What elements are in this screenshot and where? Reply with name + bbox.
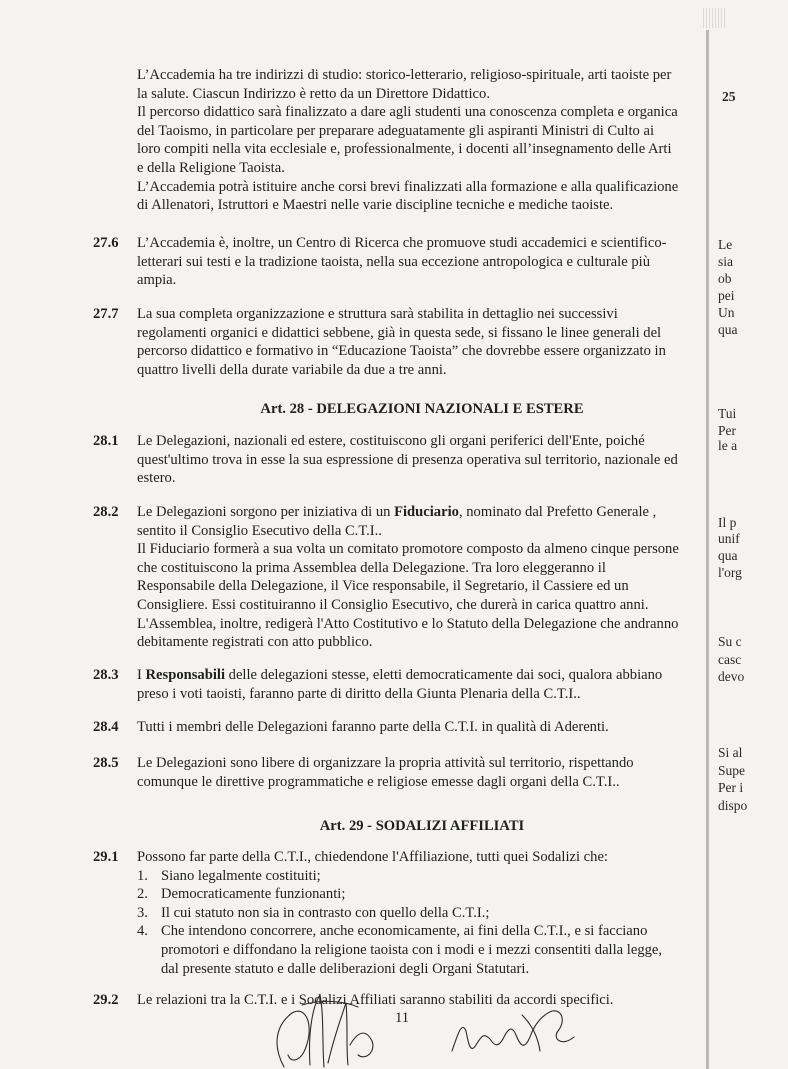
list-item-number: 4.	[137, 923, 148, 940]
adjacent-page-text: Per	[718, 423, 736, 438]
section-27-7-line: quattro livelli della durate variabile da due a tre anni.	[137, 361, 447, 378]
section-number-28-2: 28.2	[93, 504, 119, 520]
section-28-2-line: Consigliere. Essi costituiranno il Consiglio Esecutivo, che durerà in carica quattro anni.	[137, 596, 649, 613]
adjacent-page-text: casc	[718, 652, 742, 667]
list-item-text: Che intendono concorrere, anche economicamente, ai fini della C.T.I., e si facciano	[161, 923, 648, 940]
handwritten-signature	[262, 985, 592, 1069]
section-number-28-1: 28.1	[93, 433, 119, 449]
section-number-28-3: 28.3	[93, 667, 119, 683]
article-29-heading: Art. 29 - SODALIZI AFFILIATI	[319, 818, 525, 834]
adjacent-page-text: qua	[718, 322, 738, 337]
adjacent-page-text: Tui	[718, 406, 737, 421]
section-28-4-text	[137, 718, 707, 737]
adjacent-page-text: devo	[718, 669, 745, 684]
section-27-7-line: La sua completa organizzazione e struttura sarà stabilita in dettaglio nei successivi	[137, 306, 618, 322]
section-28-5-line: comunque le direttive programmatiche e religiose emesse dagli organi della C.T.I..	[137, 773, 620, 790]
section-number-28-5: 28.5	[93, 755, 119, 771]
section-27-7-text	[137, 305, 707, 379]
adjacent-page-text: 25	[722, 89, 736, 104]
list-item	[137, 922, 707, 941]
section-27-7-line: percorso didattico e formativo in “Educazione Taoista” che dovrebbe essere organizzato in	[137, 343, 666, 360]
list-item	[137, 867, 707, 886]
section-28-2-text	[137, 503, 707, 652]
intro-line: Il percorso didattico sarà finalizzato a dare agli studenti una conoscenza completa e organica	[137, 104, 678, 121]
adjacent-page-text: Le	[718, 237, 733, 252]
adjacent-page-text: sia	[718, 254, 733, 269]
list-item-text: dal presente statuto e dalle deliberazioni degli Organi Statutari.	[161, 960, 530, 977]
section-28-2-line: sentito il Consiglio Esecutivo della C.T.I..	[137, 522, 382, 539]
section-28-2-first-line: Le Delegazioni sorgono per iniziativa di un Fiduciario, nominato dal Prefetto Generale ,	[137, 504, 657, 520]
adjacent-page-text: Su c	[718, 634, 742, 649]
adjacent-page-text: unif	[718, 531, 740, 546]
list-item	[137, 960, 707, 979]
list-item-text: Il cui statuto non sia in contrasto con quello della C.T.I.;	[161, 904, 490, 921]
list-item	[137, 885, 707, 904]
section-28-3-first-line: I Responsabili delle delegazioni stesse, eletti democraticamente dai soci, qualora abbiano	[137, 667, 663, 683]
section-number-28-4: 28.4	[93, 719, 119, 735]
intro-line: loro compiti nella vita ecclesiale e, professionalmente, i docenti all’insegnamento delle Arti	[137, 141, 672, 158]
section-number-29-2: 29.2	[93, 992, 119, 1008]
section-number-29-1: 29.1	[93, 849, 119, 865]
adjacent-page-text: Si al	[718, 745, 743, 760]
section-28-1-line: quest'ultimo trova in esse la sua espressione di presenza operativa sul territorio, nazionale ed	[137, 451, 678, 468]
adjacent-page-text: qua	[718, 548, 738, 563]
adjacent-page-text: ob	[718, 271, 732, 286]
list-item-number: 2.	[137, 886, 148, 903]
section-28-1-text	[137, 432, 707, 488]
list-item-number: 1.	[137, 867, 148, 884]
intro-line: del Taoismo, in particolare per preparare adeguatamente gli aspiranti Ministri di Culto ai	[137, 122, 655, 139]
section-28-4-line: Tutti i membri delle Delegazioni faranno parte della C.T.I. in qualità di Aderenti.	[137, 719, 609, 735]
section-29-1-intro: Possono far parte della C.T.I., chiedendone l'Affiliazione, tutti quei Sodalizi che:	[137, 849, 608, 865]
section-27-6-line: ampia.	[137, 272, 177, 289]
section-28-3-text	[137, 666, 707, 703]
list-item-number	[137, 960, 161, 979]
adjacent-page-fragment	[706, 0, 788, 1069]
intro-line: L’Accademia ha tre indirizzi di studio: storico-letterario, religioso-spirituale, arti taoiste per	[137, 67, 672, 83]
section-28-2-line: Responsabile della Delegazione, il Vice responsabile, il Segretario, il Cassiere ed un	[137, 578, 629, 595]
intro-line: la salute. Ciascun Indirizzo è retto da un Direttore Didattico.	[137, 85, 490, 102]
section-28-1-line: estero.	[137, 470, 176, 487]
section-29-1-text	[137, 848, 707, 978]
intro-line: L’Accademia potrà istituire anche corsi brevi finalizzati alla formazione e alla qualificazione	[137, 178, 679, 195]
section-number-27-6: 27.6	[93, 235, 119, 251]
intro-line: e della Religione Taoista.	[137, 159, 285, 176]
list-item	[137, 904, 707, 923]
list-item-text: Democraticamente funzionanti;	[161, 886, 346, 903]
section-28-5-line: Le Delegazioni sono libere di organizzare la propria attività sul territorio, rispettando	[137, 755, 634, 771]
adjacent-page-text: Un	[718, 305, 735, 320]
section-28-2-line: debitamente registrati con atto pubblico.	[137, 634, 373, 651]
list-item-number: 3.	[137, 904, 148, 921]
adjacent-page-text: Supe	[718, 763, 745, 778]
section-28-3-line: preso i voti taoisti, faranno parte di diritto della Giunta Plenaria della C.T.I..	[137, 685, 581, 702]
section-28-5-text	[137, 754, 707, 791]
section-28-2-line: L'Assemblea, inoltre, redigerà l'Atto Costitutivo e lo Statuto della Delegazione che andranno	[137, 615, 679, 632]
page-number: 11	[395, 1010, 410, 1026]
list-item	[137, 941, 707, 960]
list-item-text: Siano legalmente costituiti;	[161, 867, 321, 884]
section-29-2-line: Le relazioni tra la C.T.I. e i Sodalizi Affiliati saranno stabiliti da accordi specifici.	[137, 992, 614, 1008]
section-28-2-line: che costituiscono la prima Assemblea della Delegazione. Tra loro eleggeranno il	[137, 559, 606, 576]
article-28-heading: Art. 28 - DELEGAZIONI NAZIONALI E ESTERE	[260, 401, 584, 417]
adjacent-page-text: pei	[718, 288, 735, 303]
list-item-text: promotori e diffondano la religione taoista con i modi e i mezzi consentiti dalla legge,	[161, 941, 663, 958]
section-27-6-line: L’Accademia è, inoltre, un Centro di Ricerca che promuove studi accademici e scientifico-	[137, 235, 667, 251]
section-number-27-7: 27.7	[93, 306, 119, 322]
section-27-6-line: letterari sui testi e la tradizione taoista, nella sua eccezione antropologica e culturale più	[137, 253, 650, 270]
adjacent-page-text: dispo	[718, 798, 748, 813]
list-item-number	[137, 941, 161, 960]
responsabili-term: Responsabili	[145, 667, 225, 683]
adjacent-page-text: Il p	[718, 515, 737, 530]
adjacent-page-text: Per i	[718, 780, 744, 795]
section-28-2-line: Il Fiduciario formerà a sua volta un comitato promotore composto da almeno cinque persone	[137, 541, 679, 558]
fiduciario-term: Fiduciario	[394, 504, 459, 520]
intro-paragraph	[137, 66, 707, 215]
section-27-6-text	[137, 234, 707, 290]
intro-line: di Allenatori, Istruttori e Maestri nelle varie discipline tecniche e mediche taoiste.	[137, 197, 614, 214]
adjacent-page-text: le a	[718, 438, 738, 453]
adjacent-page-text: l'org	[718, 565, 742, 580]
section-27-7-line: regolamenti organici e didattici sebbene, già in questa sede, si fissano le linee generali del	[137, 324, 662, 341]
section-28-1-line: Le Delegazioni, nazionali ed estere, costituiscono gli organi periferici dell'Ente, poiché	[137, 433, 645, 449]
